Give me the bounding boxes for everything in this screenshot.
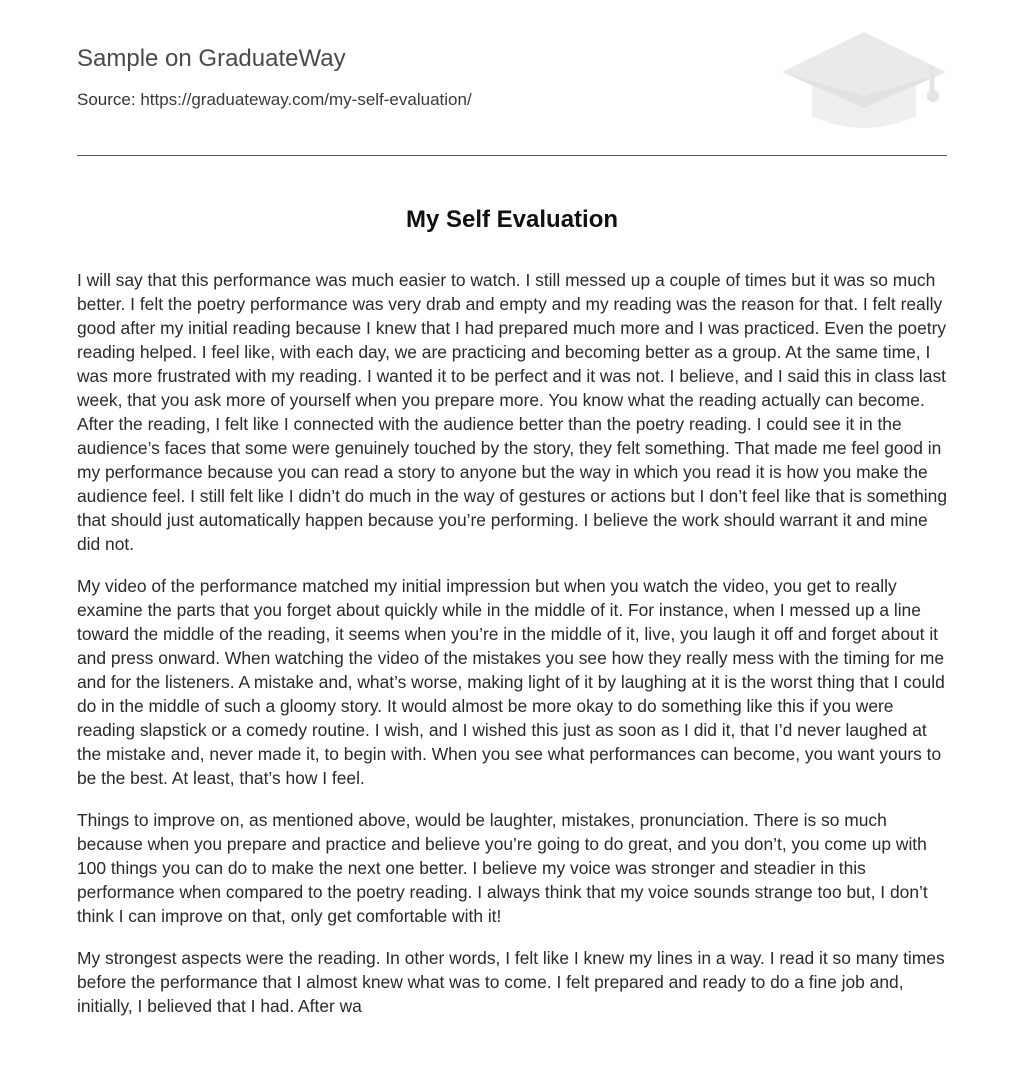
paragraph: I will say that this performance was much easier to watch. I still messed up a couple of times but it was so much better. I felt the poetry performance was very drab and empty and my reading was the reason for that. I felt really good after my initial reading because I knew that I had prepared much more and I was practiced. Even the poetry reading helped. I feel like, with each day, we are practicing and becoming better as a group. At the same time, I was more frustrated with my reading. I wanted it to be perfect and it was not. I believe, and I said this in class last week, that you ask more of yourself when you prepare more. You know what the reading actually can become. After the reading, I felt like I connected with the audience better than the poetry reading. I could see it in the audience’s faces that some were genuinely touched by the story, they felt something. That made me feel good in my performance because you can read a story to anyone but the way in which you read it is how you make the audience feel. I still felt like I didn’t do much in the way of gestures or actions but I don’t feel like that is something that should just automatically happen because you’re performing. I believe the work should warrant it and mine did not.	[77, 270, 947, 554]
paragraph: My strongest aspects were the reading. In other words, I felt like I knew my lines in a way. I read it so many times before the performance that I almost knew what was to come. I felt prepared and ready to do a fine job and, initially, I believed that I had. After wa	[77, 948, 945, 1016]
site-title: Sample on GraduateWay	[77, 45, 346, 72]
source-line	[77, 89, 472, 111]
header-divider	[77, 155, 947, 156]
paragraph: My video of the performance matched my initial impression but when you watch the video, you get to really examine the parts that you forget about quickly while in the middle of it. For instance, when I messed up a line toward the middle of the reading, it seems when you’re in the middle of it, live, you laugh it off and forget about it and press onward. When watching the video of the mistakes you see how they really mess with the timing for me and for the listeners. A mistake and, what’s worse, making light of it by laughing at it is the worst thing that I could do in the middle of such a gloomy story. It would almost be more okay to do something like this if you were reading slapstick or a comedy routine. I wish, and I wished this just as soon as I did it, that I’d never laughed at the mistake and, never made it, to begin with. When you see what performances can become, you want yours to be the best. At least, that’s how I feel.	[77, 576, 945, 788]
source-link[interactable]: https://graduateway.com/my-self-evaluation/	[140, 90, 472, 109]
tassel-end	[927, 90, 939, 102]
source-label: Source:	[77, 90, 136, 109]
page-header	[77, 0, 947, 156]
document-title: My Self Evaluation	[405, 206, 619, 233]
article-body	[77, 268, 949, 1036]
graduation-cap-icon	[782, 30, 947, 132]
paragraph: Things to improve on, as mentioned above, would be laughter, mistakes, pronunciation. There is so much because when you prepare and practice and believe you’re going to do great, and you don’t, you come up with 100 things you can do to make the next one better. I believe my voice was stronger and steadier in this performance when compared to the poetry reading. I always think that my voice sounds strange too but, I don’t think I can improve on that, only get comfortable with it!	[77, 810, 928, 926]
